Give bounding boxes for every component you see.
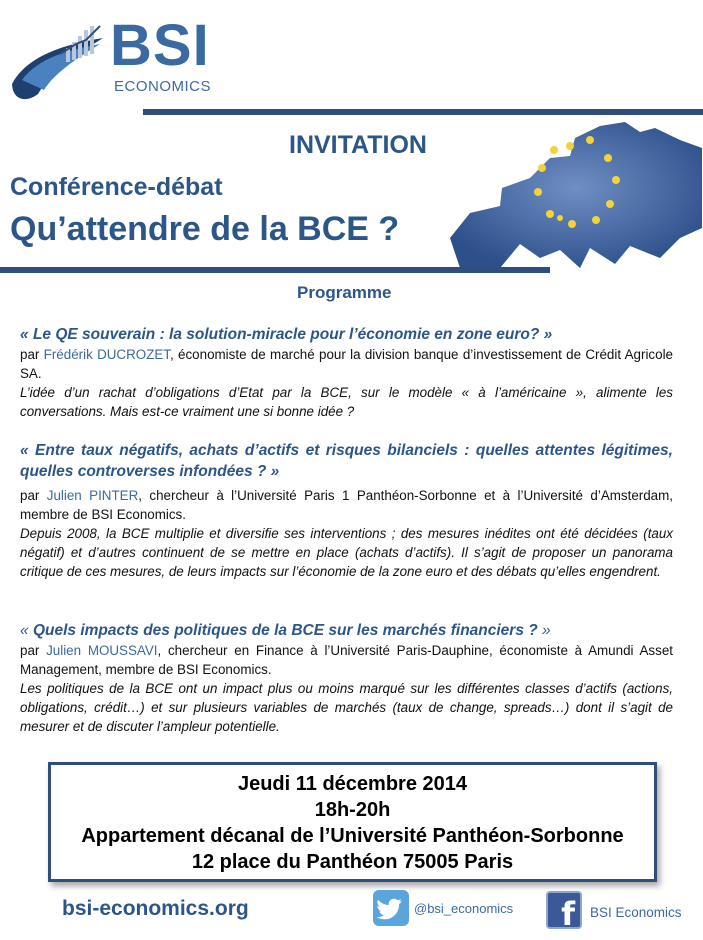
talk-item (20, 324, 673, 421)
talk-abstract: L’idée d’un rachat d’obligations d’Etat par la BCE, sur le modèle « à l’américaine », alimente les conversations. Mais est-ce vraiment une si bonne idée ? (20, 385, 673, 419)
talk-speaker: par Julien MOUSSAVI, chercheur en Finance à l’Université Paris-Dauphine, économiste à Amundi Asset Management, membre de BSI Economics. (20, 643, 673, 677)
facebook-f-icon[interactable]: f (546, 891, 582, 929)
twitter-handle[interactable]: @bsi_economics (414, 901, 514, 916)
logo-subtitle: ECONOMICS (114, 78, 212, 95)
speaker-name: Julien MOUSSAVI (46, 643, 158, 658)
event-type: Conférence-débat (10, 173, 223, 201)
invitation-heading: INVITATION (289, 131, 427, 159)
talk-abstract: Depuis 2008, la BCE multiplie et diversifie ses interventions ; des mesures inédites ont été décidées (taux négatif) et d’autres continuent de se mettre en place (achats d’actifs). Il s’agit de proposer un panorama critique de ces mesures, de leurs impacts sur l’économie de la zone euro et des débats qu’elles engendrent. (20, 526, 673, 579)
event-date: Jeudi 11 décembre 2014 (237, 773, 468, 795)
talk-speaker: par Julien PINTER, chercheur à l’Université Paris 1 Panthéon-Sorbonne et à l’Université d’Amsterdam, membre de BSI Economics. (20, 488, 674, 522)
talk-title: « Entre taux négatifs, achats d’actifs et risques bilanciels : quelles attentes légitimes, quelles controverses infondées ? » (20, 442, 673, 480)
speaker-name: Frédérik DUCROZET (43, 347, 170, 362)
top-divider (143, 109, 703, 115)
event-address: 12 place du Panthéon 75005 Paris (191, 851, 514, 873)
talk-title: « Quels impacts des politiques de la BCE sur les marchés financiers ? » (20, 622, 551, 639)
twitter-bird-icon (373, 890, 409, 926)
twitter-bird-icon[interactable] (373, 890, 409, 926)
talk-abstract: Les politiques de la BCE ont un impact plus ou moins marqué sur les différentes classes d’actifs (actions, obligations, crédit…) et sur plusieurs variables de marchés (taux de change, spreads…) dont il s’agit de mesurer et de discuter l’ampleur potentielle. (20, 681, 673, 734)
middle-divider (0, 267, 550, 273)
logo-wordmark: BSI (110, 13, 210, 78)
programme-heading: Programme (297, 283, 392, 302)
talk-speaker: par Frédérik DUCROZET, économiste de marché pour la division banque d’investissement de Crédit Agricole SA. (20, 347, 673, 381)
talk-item (20, 620, 673, 736)
event-venue: Appartement décanal de l’Université Panthéon-Sorbonne (81, 825, 624, 847)
facebook-page-name[interactable]: BSI Economics (590, 905, 682, 920)
europe-map-icon (440, 118, 703, 270)
page-title: Qu’attendre de la BCE ? (10, 210, 400, 248)
talk-title: « Le QE souverain : la solution-miracle pour l’économie en zone euro? » (20, 326, 553, 343)
event-time: 18h-20h (314, 799, 391, 821)
speaker-name: Julien PINTER (46, 488, 139, 503)
talk-item (20, 440, 673, 581)
event-details-box (48, 762, 657, 882)
website-link[interactable]: bsi-economics.org (62, 897, 249, 920)
